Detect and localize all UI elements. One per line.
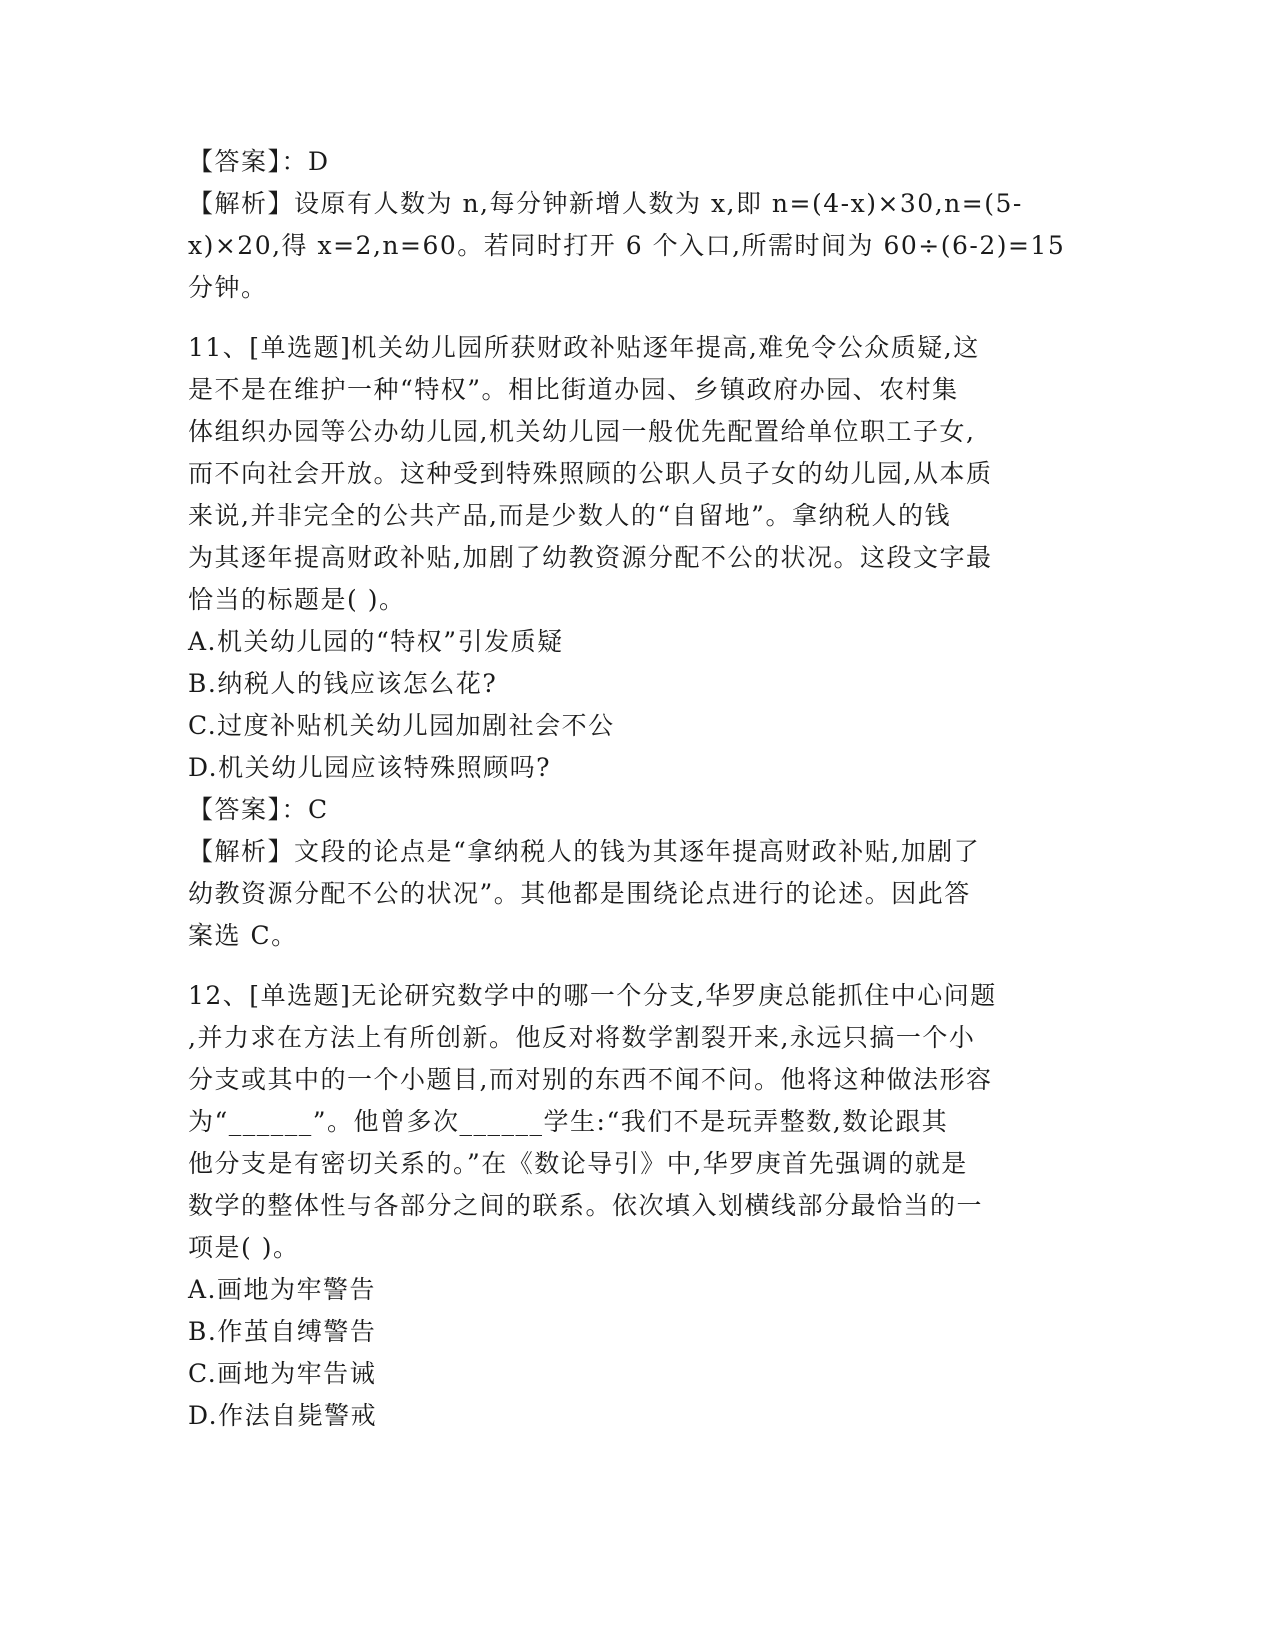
q11-answer: 【答案】：C: [188, 795, 329, 824]
q11-stem-line: 为其逐年提高财政补贴,加剧了幼教资源分配不公的状况。这段文字最: [188, 543, 993, 572]
q11-stem-line: 来说,并非完全的公共产品,而是少数人的“自留地”。拿纳税人的钱: [188, 501, 951, 530]
q12-stem-line: 为“______”。他曾多次______学生:“我们不是玩弄整数,数论跟其: [188, 1107, 949, 1136]
q11-stem-line: 体组织办园等公办幼儿园,机关幼儿园一般优先配置给单位职工子女,: [188, 417, 976, 446]
q12-stem-line: 12、[单选题]无论研究数学中的哪一个分支,华罗庚总能抓住中心问题: [188, 981, 997, 1010]
prev-explanation-line: 【解析】设原有人数为 n,每分钟新增人数为 x,即 n=(4-x)×30,n=(5-: [188, 189, 1023, 218]
q11-stem-line: 而不向社会开放。这种受到特殊照顾的公职人员子女的幼儿园,从本质: [188, 459, 993, 488]
prev-answer: 【答案】：D: [188, 147, 330, 176]
q12-stem-line: 分支或其中的一个小题目,而对别的东西不闻不问。他将这种做法形容: [188, 1065, 993, 1094]
q12-option-d: D.作法自毙警戒: [188, 1401, 378, 1430]
q12-option-b: B.作茧自缚警告: [188, 1317, 377, 1346]
q11-option-c: C.过度补贴机关幼儿园加剧社会不公: [188, 711, 615, 740]
q12-stem-line: 他分支是有密切关系的。”在《数论导引》中,华罗庚首先强调的就是: [188, 1149, 968, 1178]
q11-explanation-line: 案选 C。: [188, 921, 298, 950]
q11-option-a: A.机关幼儿园的“特权”引发质疑: [188, 627, 564, 656]
q12-stem-line: 项是( )。: [188, 1233, 300, 1262]
q12-stem-line: ,并力求在方法上有所创新。他反对将数学割裂开来,永远只搞一个小: [188, 1023, 976, 1052]
prev-explanation-line: x)×20,得 x=2,n=60。若同时打开 6 个入口,所需时间为 60÷(6-2)=15: [188, 231, 1066, 260]
q12-stem-line: 数学的整体性与各部分之间的联系。依次填入划横线部分最恰当的一: [188, 1191, 984, 1220]
q11-stem-line: 是不是在维护一种“特权”。相比街道办园、乡镇政府办园、农村集: [188, 375, 959, 404]
q11-option-d: D.机关幼儿园应该特殊照顾吗?: [188, 753, 552, 782]
q11-stem-line: 恰当的标题是( )。: [188, 585, 406, 614]
q12-option-c: C.画地为牢告诫: [188, 1359, 377, 1388]
q11-explanation-line: 【解析】文段的论点是“拿纳税人的钱为其逐年提高财政补贴,加剧了: [188, 837, 981, 866]
q11-option-b: B.纳税人的钱应该怎么花?: [188, 669, 498, 698]
q12-option-a: A.画地为牢警告: [188, 1275, 377, 1304]
q11-explanation-line: 幼教资源分配不公的状况”。其他都是围绕论点进行的论述。因此答: [188, 879, 971, 908]
q11-stem-line: 11、[单选题]机关幼儿园所获财政补贴逐年提高,难免令公众质疑,这: [188, 333, 980, 362]
prev-explanation-line: 分钟。: [188, 273, 268, 302]
